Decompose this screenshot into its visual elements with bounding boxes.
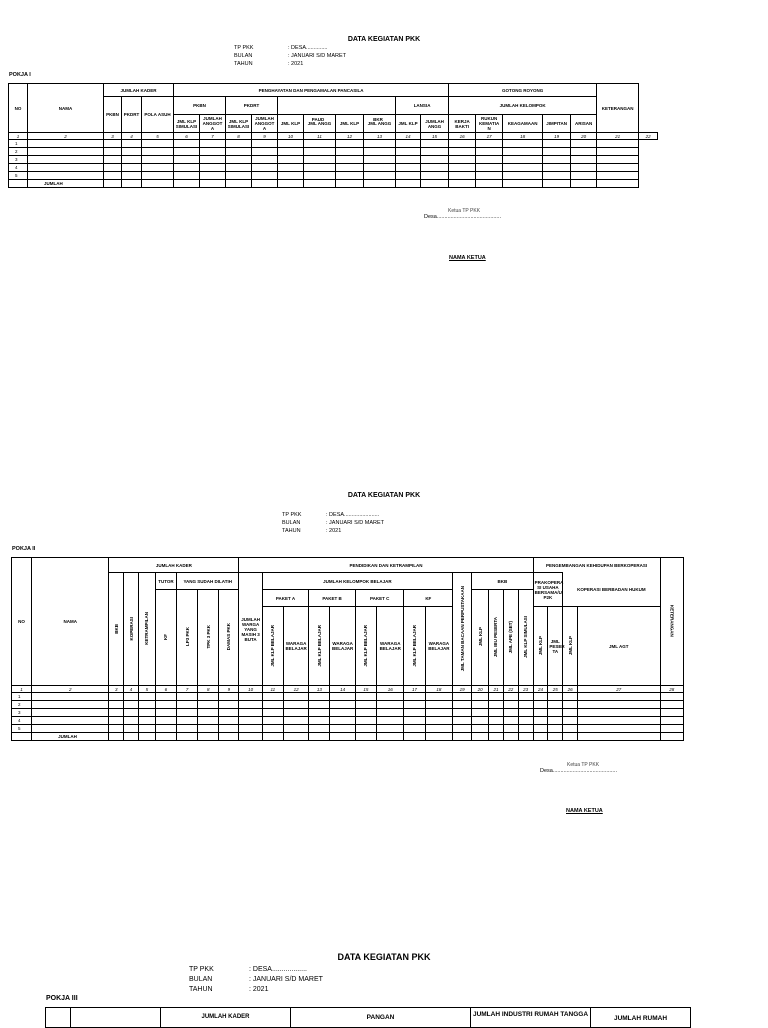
col-number: 22 bbox=[639, 133, 658, 140]
col-number: 22 bbox=[503, 686, 518, 693]
col-number: 9 bbox=[219, 686, 239, 693]
col-jumlah-kader: JUMLAH KADER bbox=[104, 84, 174, 97]
col-number: 14 bbox=[330, 686, 355, 693]
col-number: 15 bbox=[421, 133, 449, 140]
col-number: 24 bbox=[533, 686, 548, 693]
col-number: 17 bbox=[404, 686, 425, 693]
col-number: 19 bbox=[543, 133, 571, 140]
table-row: 4 bbox=[9, 164, 658, 172]
col-number: 9 bbox=[252, 133, 278, 140]
col-number: 1 bbox=[12, 686, 32, 693]
col-number: 7 bbox=[177, 686, 198, 693]
doc1-sign: Ketua TP PKK Desa.......................................... bbox=[424, 208, 502, 220]
col-number: 20 bbox=[472, 686, 489, 693]
col-number: 2 bbox=[32, 686, 109, 693]
table-row: 2 bbox=[9, 148, 658, 156]
col-number: 7 bbox=[200, 133, 226, 140]
col-number: 10 bbox=[278, 133, 304, 140]
col-number: 12 bbox=[336, 133, 364, 140]
col-keterangan: KETERANGAN bbox=[597, 84, 639, 133]
col-number: 4 bbox=[124, 686, 139, 693]
table-row: 5 bbox=[12, 725, 684, 733]
col-number: 18 bbox=[425, 686, 453, 693]
col-number: 1 bbox=[9, 133, 28, 140]
doc1-meta: TP PKK : DESA.............. BULAN : JANUARI S/D MARET TAHUN : 2021 bbox=[234, 45, 347, 67]
doc1-table: NO NAMA JUMLAH KADER PENGHAYATAN DAN PENGAMALAN PANCASILA GOTONG ROYONG KETERANGAN PKBN PKDRT POLA ASUH PKBN PKDRT LANSIA JUMLAH KELOMPOK JML KLP SIMULASI JUMLAH ANGGOT A JML KLP SIMULASI JUMLAH ANGGOT A JML KLP JML ANGG JML KLP JML ANGG JML KLP JUMLAH ANGG KERJA BAKTI RUKUN KEMATIA N KEAGAMAAN JIMPITAN ARISAN 1 2 3 4 5 6 7 8 9 10 11 12 13 14 15 16 17 18 19 20 21 22 1 2 3 4 5 JUMLAH bbox=[8, 83, 658, 188]
col-number: 11 bbox=[304, 133, 336, 140]
col-number: 23 bbox=[518, 686, 533, 693]
doc3-title: DATA KEGIATAN PKK bbox=[337, 952, 431, 962]
col-number: 5 bbox=[138, 686, 155, 693]
table-row: 3 bbox=[12, 709, 684, 717]
col-number: 26 bbox=[563, 686, 578, 693]
col-number: 4 bbox=[122, 133, 142, 140]
doc1-paud-bkr: PAUD BKR bbox=[311, 117, 383, 122]
col-number: 12 bbox=[283, 686, 308, 693]
col-number: 5 bbox=[142, 133, 174, 140]
doc2-sign: Ketua TP PKK Desa.......................................... bbox=[540, 762, 618, 774]
col-number: 11 bbox=[262, 686, 283, 693]
doc2-pokja: POKJA II bbox=[12, 546, 36, 552]
table-row: 1 bbox=[12, 693, 684, 701]
doc2-title: DATA KEGIATAN PKK bbox=[347, 492, 421, 499]
doc2-table: NO NAMA JUMLAH KADER PENDIDIKAN DAN KETRAMPILAN PENGEMBANGAN KEHIDUPAN BERKOPERASI KETERANGAN BKB KOPERASI KETRAMPILAN TUTOR YANG SUDAH DILATIH JUMLAH WARGA YANG MASIH 3 BUTA JUMLAH KELOMPOK BELAJAR JML TAMAN BACAAN PERPUSTAKAAN BKB PRAKOPERA SI USAHA BERSAMA/U P2K KOPERASI BERBADAN HUKUM KF LP3 PKK TPK 3 PKK DAMAS PKK PAKET A PAKET B PAKET C KF JML KLP JML IBU PESERTA JML APE (SET) JML KLP SIMULASI JML KLP BELAJAR WARAGA BELAJAR JML KLP BELAJAR WARAGA BELAJAR JML KLP BELAJAR WARAGA BELAJAR JML KLP BELAJAR WARAGA BELAJAR JML KLP JML PESER TA JML KLP JML AGT 1 2 3 4 5 6 7 8 9 10 11 12 13 14 15 16 17 18 19 20 21 22 23 24 25 26 27 28 1 2 3 4 5 JUMLAH bbox=[11, 557, 684, 741]
col-number: 18 bbox=[503, 133, 543, 140]
doc1-nama-ketua: NAMA KETUA bbox=[449, 255, 486, 261]
doc1-pokja: POKJA I bbox=[9, 72, 31, 78]
col-number: 19 bbox=[453, 686, 472, 693]
col-number: 3 bbox=[109, 686, 124, 693]
col-number: 16 bbox=[376, 686, 404, 693]
col-number: 14 bbox=[396, 133, 421, 140]
col-number: 8 bbox=[226, 133, 252, 140]
col-number: 13 bbox=[309, 686, 330, 693]
table-row: 5 bbox=[9, 172, 658, 180]
doc2-meta: TP PKK : DESA....................... BULAN : JANUARI S/D MARET TAHUN : 2021 bbox=[282, 512, 385, 534]
col-number: 6 bbox=[155, 686, 176, 693]
doc3-table: JUMLAH KADER PANGAN JUMLAH INDUSTRI RUMAH TANGGA JUMLAH RUMAH bbox=[45, 1007, 691, 1028]
col-number: 21 bbox=[597, 133, 639, 140]
col-number: 8 bbox=[198, 686, 219, 693]
table-row: 1 bbox=[9, 140, 658, 148]
col-number: 27 bbox=[577, 686, 660, 693]
col-number: 28 bbox=[660, 686, 684, 693]
col-number: 20 bbox=[571, 133, 597, 140]
col-number: 3 bbox=[104, 133, 122, 140]
col-no: NO bbox=[9, 84, 28, 133]
col-penghayatan: PENGHAYATAN DAN PENGAMALAN PANCASILA bbox=[174, 84, 449, 97]
doc3-pokja: POKJA III bbox=[46, 995, 78, 1002]
col-number: 13 bbox=[364, 133, 396, 140]
doc3-meta: TP PKK : DESA.................. BULAN : JANUARI S/D MARET TAHUN : 2021 bbox=[189, 966, 323, 993]
col-number: 15 bbox=[355, 686, 376, 693]
col-number: 6 bbox=[174, 133, 200, 140]
doc2-nama-ketua: NAMA KETUA bbox=[566, 808, 603, 814]
table-row: 4 bbox=[12, 717, 684, 725]
doc1-title: DATA KEGIATAN PKK bbox=[347, 36, 421, 43]
col-number: 25 bbox=[548, 686, 563, 693]
table-row: 2 bbox=[12, 701, 684, 709]
col-number: 2 bbox=[28, 133, 104, 140]
col-number: 21 bbox=[489, 686, 504, 693]
col-number: 16 bbox=[449, 133, 476, 140]
col-number: 10 bbox=[239, 686, 262, 693]
table-row: 3 bbox=[9, 156, 658, 164]
col-nama: NAMA bbox=[28, 84, 104, 133]
col-gotong: GOTONG ROYONG bbox=[449, 84, 597, 97]
col-number: 17 bbox=[476, 133, 503, 140]
